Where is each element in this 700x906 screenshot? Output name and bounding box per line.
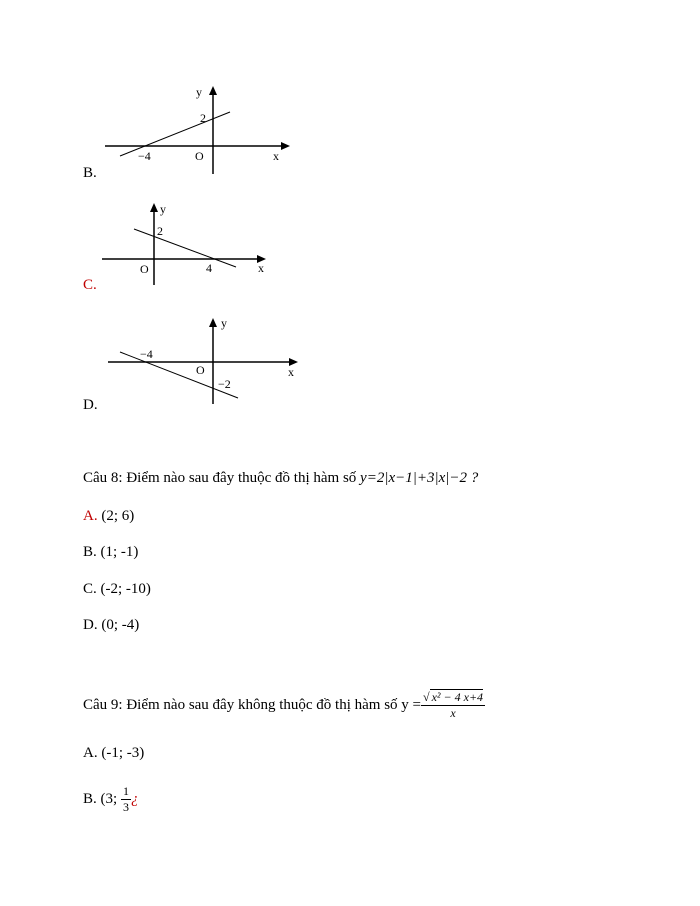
x-intercept-label: −4 <box>140 347 153 361</box>
axis-label-x: x <box>273 149 279 163</box>
inverted-question-glyph: ¿ <box>130 791 139 807</box>
y-axis-arrow <box>150 203 158 212</box>
q8-option-a[interactable] <box>83 508 134 525</box>
graph-line <box>120 352 238 398</box>
question-9-prompt: Câu 9: Điểm nào sau đây không thuộc đồ thị hàm số y = <box>83 697 421 713</box>
option-text: (3; <box>96 791 121 807</box>
question-8-prompt: Câu 8: Điểm nào sau đây thuộc đồ thị hàm số <box>83 470 361 486</box>
y-intercept-label: −2 <box>218 377 231 391</box>
option-text: (-2; -10) <box>96 581 151 597</box>
y-axis-arrow <box>209 318 217 327</box>
x-intercept-label: 4 <box>206 261 212 275</box>
y-intercept-label: 2 <box>157 224 163 238</box>
axis-label-y: y <box>221 316 227 330</box>
q8-option-d[interactable] <box>83 617 139 634</box>
y-intercept-label: 2 <box>200 111 206 125</box>
axis-label-y: y <box>196 85 202 99</box>
option-letter: B. <box>83 544 97 560</box>
origin-label: O <box>140 262 149 276</box>
option-text: (-1; -3) <box>97 745 145 761</box>
question-9-formula: $\frac{\text{√ x² − 4 x+4}}{x}$ <box>423 690 484 720</box>
option-letter: D. <box>83 617 98 633</box>
option-fraction <box>121 784 131 815</box>
graph-option-b <box>100 80 300 180</box>
q8-option-b[interactable] <box>83 544 138 561</box>
formula-denominator: x <box>421 705 485 721</box>
axis-label-y: y <box>160 202 166 216</box>
option-letter: A. <box>83 745 98 761</box>
option-letter: A. <box>83 508 98 524</box>
question-8-formula: y=2|x−1|+3|x|−2 ? <box>360 470 479 486</box>
option-letter: C. <box>83 581 97 597</box>
option-text: (0; -4) <box>97 617 140 633</box>
graph-option-c <box>100 195 300 295</box>
x-axis-arrow <box>281 142 290 150</box>
option-letter: B. <box>83 791 97 807</box>
q9-option-a[interactable] <box>83 745 144 762</box>
graph-line <box>134 229 236 267</box>
axis-label-x: x <box>288 365 294 379</box>
x-intercept-label: −4 <box>138 149 151 163</box>
q9-option-b[interactable] <box>83 784 138 815</box>
origin-label: O <box>195 149 204 163</box>
origin-label: O <box>196 363 205 377</box>
question-9 <box>83 690 485 721</box>
option-c-label: C. <box>83 277 97 293</box>
fraction-denominator: 3 <box>122 800 129 814</box>
q8-option-c[interactable] <box>83 581 151 598</box>
option-text: (1; -1) <box>96 544 139 560</box>
graph-option-d <box>100 312 310 412</box>
y-axis-arrow <box>209 86 217 95</box>
option-text: (2; 6) <box>97 508 135 524</box>
question-8 <box>83 470 478 487</box>
option-b-label: B. <box>83 165 97 181</box>
axis-label-x: x <box>258 261 264 275</box>
option-d-label: D. <box>83 397 98 413</box>
formula-numerator: x² − 4 x+4 <box>431 690 484 704</box>
fraction-numerator: 1 <box>122 784 129 798</box>
